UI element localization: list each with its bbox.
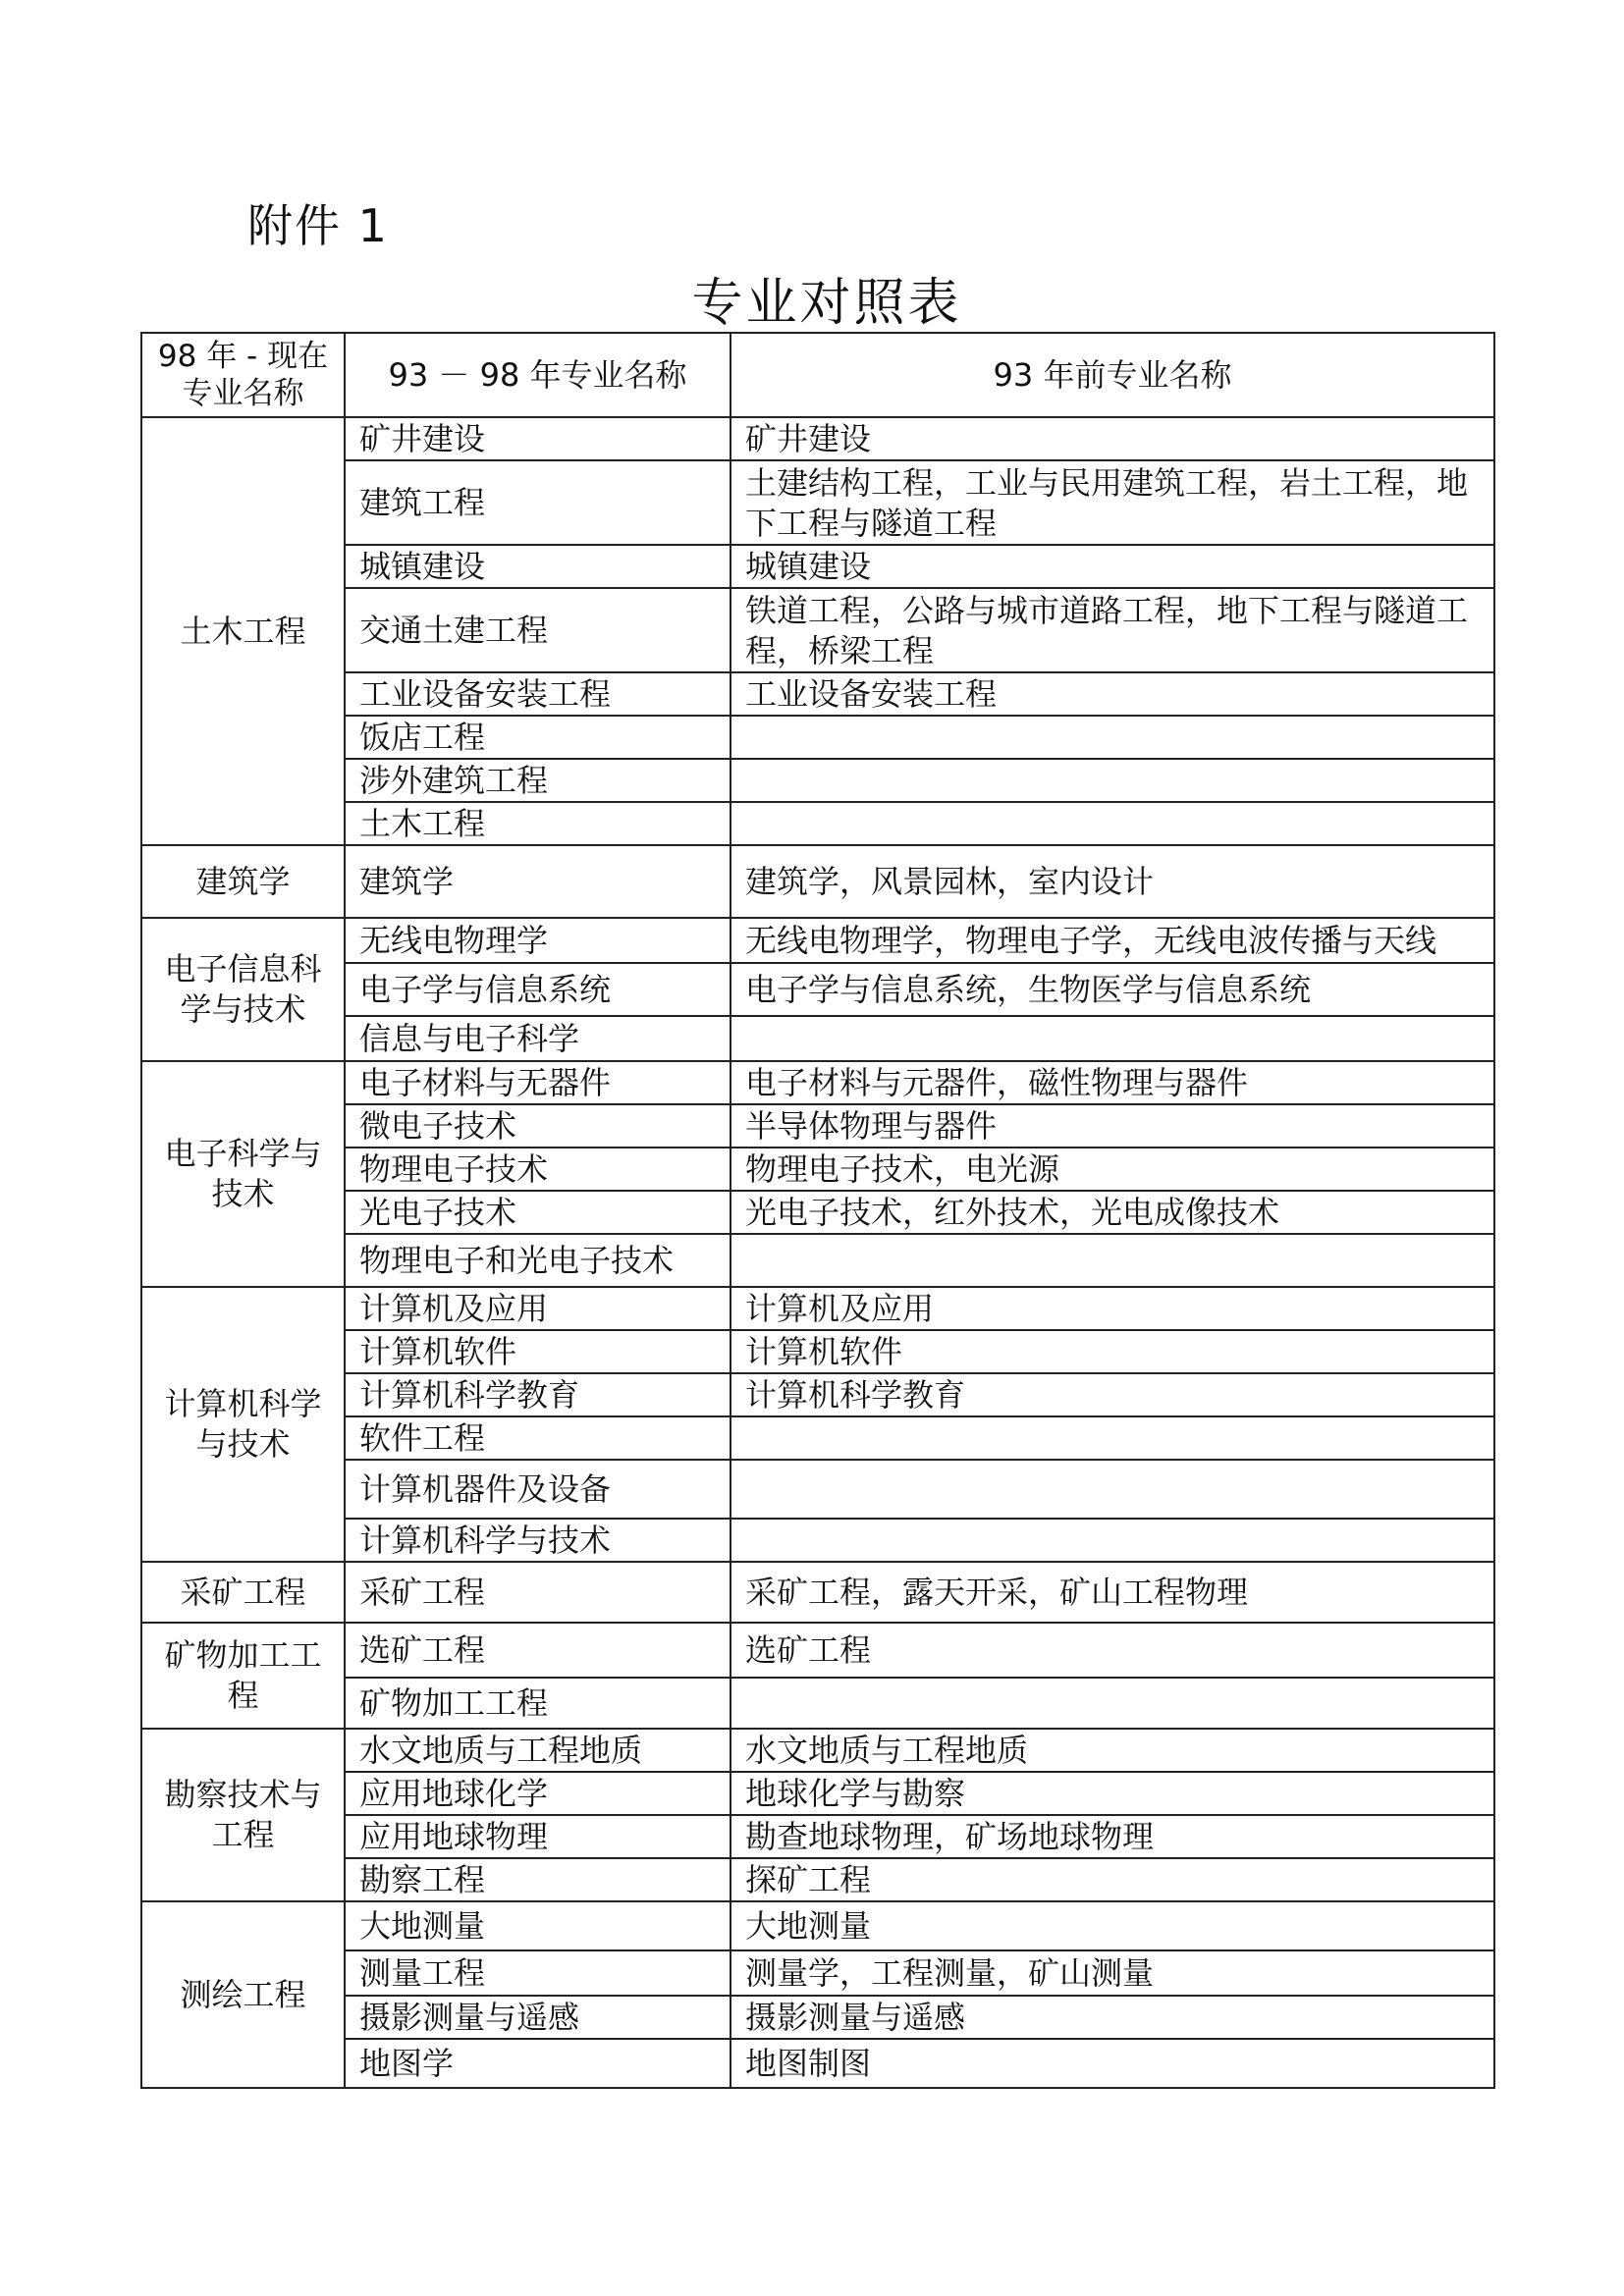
- mid-period-major-cell: 计算机软件: [345, 1330, 731, 1373]
- mid-period-major-cell: 电子学与信息系统: [345, 963, 731, 1016]
- mid-period-major-cell: 选矿工程: [345, 1623, 731, 1678]
- table-row: [141, 1678, 1494, 1729]
- table-row: [141, 845, 1494, 918]
- table-row: [141, 1234, 1494, 1287]
- table-row: [141, 1623, 1494, 1678]
- pre-93-major-cell: 土建结构工程，工业与民用建筑工程，岩土工程，地下工程与隧道工程: [731, 460, 1494, 545]
- mid-period-major-cell: 矿井建设: [345, 417, 731, 460]
- current-major-cell: 测绘工程: [141, 1901, 345, 2088]
- table-row: [141, 1772, 1494, 1815]
- attachment-label: 附件 1: [247, 199, 389, 252]
- pre-93-major-cell: 地球化学与勘察: [731, 1772, 1494, 1815]
- mid-period-major-cell: 计算机科学教育: [345, 1373, 731, 1416]
- page-title: 专业对照表: [691, 274, 962, 333]
- pre-93-major-cell: 电子学与信息系统，生物医学与信息系统: [731, 963, 1494, 1016]
- pre-93-major-cell: [731, 1016, 1494, 1061]
- pre-93-major-cell: 采矿工程，露天开采，矿山工程物理: [731, 1562, 1494, 1623]
- pre-93-major-cell: [731, 759, 1494, 802]
- pre-93-major-cell: 建筑学，风景园林，室内设计: [731, 845, 1494, 918]
- mid-period-major-cell: 勘察工程: [345, 1858, 731, 1901]
- table-row: [141, 588, 1494, 672]
- table-row: [141, 1373, 1494, 1416]
- pre-93-major-cell: 大地测量: [731, 1901, 1494, 1950]
- pre-93-major-cell: 矿井建设: [731, 417, 1494, 460]
- table-row: [141, 460, 1494, 545]
- pre-93-major-cell: 测量学，工程测量，矿山测量: [731, 1950, 1494, 1996]
- current-major-cell: 矿物加工工程: [141, 1623, 345, 1729]
- pre-93-major-cell: 地图制图: [731, 2039, 1494, 2088]
- pre-93-major-cell: 探矿工程: [731, 1858, 1494, 1901]
- table-row: [141, 716, 1494, 759]
- mid-period-major-cell: 土木工程: [345, 802, 731, 845]
- mid-period-major-cell: 大地测量: [345, 1901, 731, 1950]
- current-major-cell: 采矿工程: [141, 1562, 345, 1623]
- table-row: [141, 963, 1494, 1016]
- pre-93-major-cell: [731, 1416, 1494, 1460]
- mid-period-major-cell: 摄影测量与遥感: [345, 1996, 731, 2039]
- mid-period-major-cell: 应用地球化学: [345, 1772, 731, 1815]
- table-row: [141, 918, 1494, 963]
- major-comparison-table: [140, 332, 1495, 2089]
- table-row: [141, 1901, 1494, 1950]
- mid-period-major-cell: 软件工程: [345, 1416, 731, 1460]
- pre-93-major-cell: [731, 1678, 1494, 1729]
- table-row: [141, 1287, 1494, 1330]
- pre-93-major-cell: 光电子技术，红外技术，光电成像技术: [731, 1191, 1494, 1234]
- mid-period-major-cell: 电子材料与无器件: [345, 1061, 731, 1104]
- table-row: [141, 1016, 1494, 1061]
- table-row: [141, 1950, 1494, 1996]
- mid-period-major-cell: 采矿工程: [345, 1562, 731, 1623]
- table-body: [141, 417, 1494, 2088]
- header-current-major: 98 年 - 现在专业名称: [141, 333, 345, 417]
- pre-93-major-cell: 半导体物理与器件: [731, 1104, 1494, 1148]
- mid-period-major-cell: 光电子技术: [345, 1191, 731, 1234]
- mid-period-major-cell: 测量工程: [345, 1950, 731, 1996]
- mid-period-major-cell: 建筑学: [345, 845, 731, 918]
- table-row: [141, 672, 1494, 716]
- mid-period-major-cell: 计算机及应用: [345, 1287, 731, 1330]
- header-pre-93-major: 93 年前专业名称: [731, 333, 1494, 417]
- table-row: [141, 545, 1494, 588]
- current-major-cell: 建筑学: [141, 845, 345, 918]
- mid-period-major-cell: 城镇建设: [345, 545, 731, 588]
- mid-period-major-cell: 建筑工程: [345, 460, 731, 545]
- mid-period-major-cell: 计算机器件及设备: [345, 1460, 731, 1519]
- mid-period-major-cell: 无线电物理学: [345, 918, 731, 963]
- pre-93-major-cell: 电子材料与元器件，磁性物理与器件: [731, 1061, 1494, 1104]
- pre-93-major-cell: [731, 716, 1494, 759]
- table-row: [141, 1562, 1494, 1623]
- table-row: [141, 1061, 1494, 1104]
- table-row: [141, 1858, 1494, 1901]
- pre-93-major-cell: 水文地质与工程地质: [731, 1729, 1494, 1772]
- pre-93-major-cell: 计算机软件: [731, 1330, 1494, 1373]
- current-major-cell: 计算机科学与技术: [141, 1287, 345, 1562]
- mid-period-major-cell: 涉外建筑工程: [345, 759, 731, 802]
- table-row: [141, 1104, 1494, 1148]
- table-row: [141, 417, 1494, 460]
- current-major-cell: 电子信息科学与技术: [141, 918, 345, 1061]
- pre-93-major-cell: 计算机及应用: [731, 1287, 1494, 1330]
- pre-93-major-cell: 物理电子技术，电光源: [731, 1148, 1494, 1191]
- mid-period-major-cell: 水文地质与工程地质: [345, 1729, 731, 1772]
- table-row: [141, 2039, 1494, 2088]
- pre-93-major-cell: 铁道工程，公路与城市道路工程，地下工程与隧道工程，桥梁工程: [731, 588, 1494, 672]
- pre-93-major-cell: 无线电物理学，物理电子学，无线电波传播与天线: [731, 918, 1494, 963]
- mid-period-major-cell: 饭店工程: [345, 716, 731, 759]
- current-major-cell: 土木工程: [141, 417, 345, 845]
- pre-93-major-cell: 选矿工程: [731, 1623, 1494, 1678]
- table-row: [141, 1729, 1494, 1772]
- pre-93-major-cell: 计算机科学教育: [731, 1373, 1494, 1416]
- mid-period-major-cell: 应用地球物理: [345, 1815, 731, 1858]
- mid-period-major-cell: 地图学: [345, 2039, 731, 2088]
- pre-93-major-cell: [731, 802, 1494, 845]
- mid-period-major-cell: 物理电子技术: [345, 1148, 731, 1191]
- pre-93-major-cell: 摄影测量与遥感: [731, 1996, 1494, 2039]
- mid-period-major-cell: 计算机科学与技术: [345, 1519, 731, 1562]
- table-row: [141, 802, 1494, 845]
- mid-period-major-cell: 物理电子和光电子技术: [345, 1234, 731, 1287]
- mid-period-major-cell: 交通土建工程: [345, 588, 731, 672]
- header-93-98-major: 93 － 98 年专业名称: [345, 333, 731, 417]
- pre-93-major-cell: [731, 1460, 1494, 1519]
- pre-93-major-cell: [731, 1519, 1494, 1562]
- current-major-cell: 电子科学与技术: [141, 1061, 345, 1287]
- pre-93-major-cell: [731, 1234, 1494, 1287]
- mid-period-major-cell: 工业设备安装工程: [345, 672, 731, 716]
- table-row: [141, 1148, 1494, 1191]
- mid-period-major-cell: 微电子技术: [345, 1104, 731, 1148]
- pre-93-major-cell: 城镇建设: [731, 545, 1494, 588]
- pre-93-major-cell: 勘查地球物理，矿场地球物理: [731, 1815, 1494, 1858]
- table-row: [141, 1191, 1494, 1234]
- table-header-row: [141, 333, 1494, 417]
- table-row: [141, 1519, 1494, 1562]
- table-row: [141, 759, 1494, 802]
- table-row: [141, 1815, 1494, 1858]
- table-row: [141, 1416, 1494, 1460]
- mid-period-major-cell: 信息与电子科学: [345, 1016, 731, 1061]
- mid-period-major-cell: 矿物加工工程: [345, 1678, 731, 1729]
- current-major-cell: 勘察技术与工程: [141, 1729, 345, 1901]
- pre-93-major-cell: 工业设备安装工程: [731, 672, 1494, 716]
- table-row: [141, 1996, 1494, 2039]
- table-row: [141, 1460, 1494, 1519]
- table-row: [141, 1330, 1494, 1373]
